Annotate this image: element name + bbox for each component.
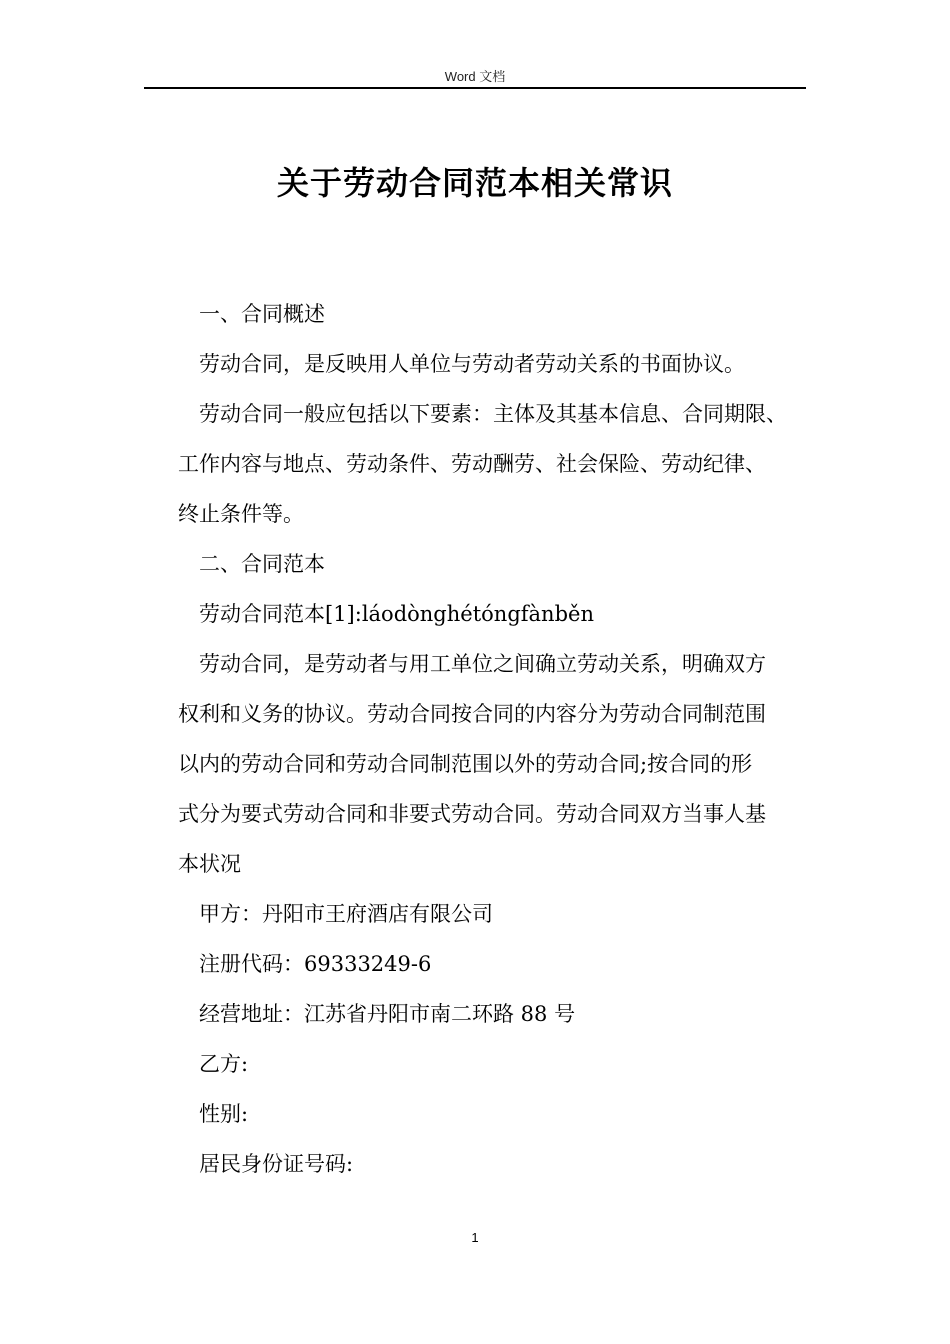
paragraph-line: 终止条件等。 xyxy=(178,502,304,526)
party-b-line: 乙方: xyxy=(199,1052,249,1076)
party-a-line: 甲方：丹阳市王府酒店有限公司 xyxy=(199,902,493,926)
id-number-line: 居民身份证号码: xyxy=(199,1152,354,1176)
paragraph-line: 权利和义务的协议。劳动合同按合同的内容分为劳动合同制范围 xyxy=(178,702,766,726)
business-address-line: 经营地址：江苏省丹阳市南二环路 88 号 xyxy=(199,1002,576,1026)
paragraph-line: 本状况 xyxy=(178,852,241,876)
paragraph-line: 以内的劳动合同和劳动合同制范围以外的劳动合同;按合同的形 xyxy=(178,752,753,776)
paragraph-line: 劳动合同，是反映用人单位与劳动者劳动关系的书面协议。 xyxy=(199,352,745,376)
gender-line: 性别: xyxy=(199,1102,249,1126)
header-rule xyxy=(144,87,806,89)
paragraph-line: 式分为要式劳动合同和非要式劳动合同。劳动合同双方当事人基 xyxy=(178,802,766,826)
paragraph-line: 劳动合同一般应包括以下要素：主体及其基本信息、合同期限、 xyxy=(199,402,787,426)
header-label: Word 文档 xyxy=(444,69,506,84)
registration-code-line: 注册代码：69333249-6 xyxy=(199,952,432,976)
section-heading: 一、合同概述 xyxy=(199,302,325,326)
page-number: 1 xyxy=(471,1230,479,1245)
paragraph-line: 劳动合同，是劳动者与用工单位之间确立劳动关系，明确双方 xyxy=(199,652,766,676)
document-body xyxy=(178,289,818,1189)
paragraph-line: 工作内容与地点、劳动条件、劳动酬劳、社会保险、劳动纪律、 xyxy=(178,452,766,476)
document-title: 关于劳动合同范本相关常识 xyxy=(276,164,673,202)
paragraph-line: 劳动合同范本[1]:láodònghétóngfànběn xyxy=(199,602,594,626)
section-heading: 二、合同范本 xyxy=(199,552,325,576)
